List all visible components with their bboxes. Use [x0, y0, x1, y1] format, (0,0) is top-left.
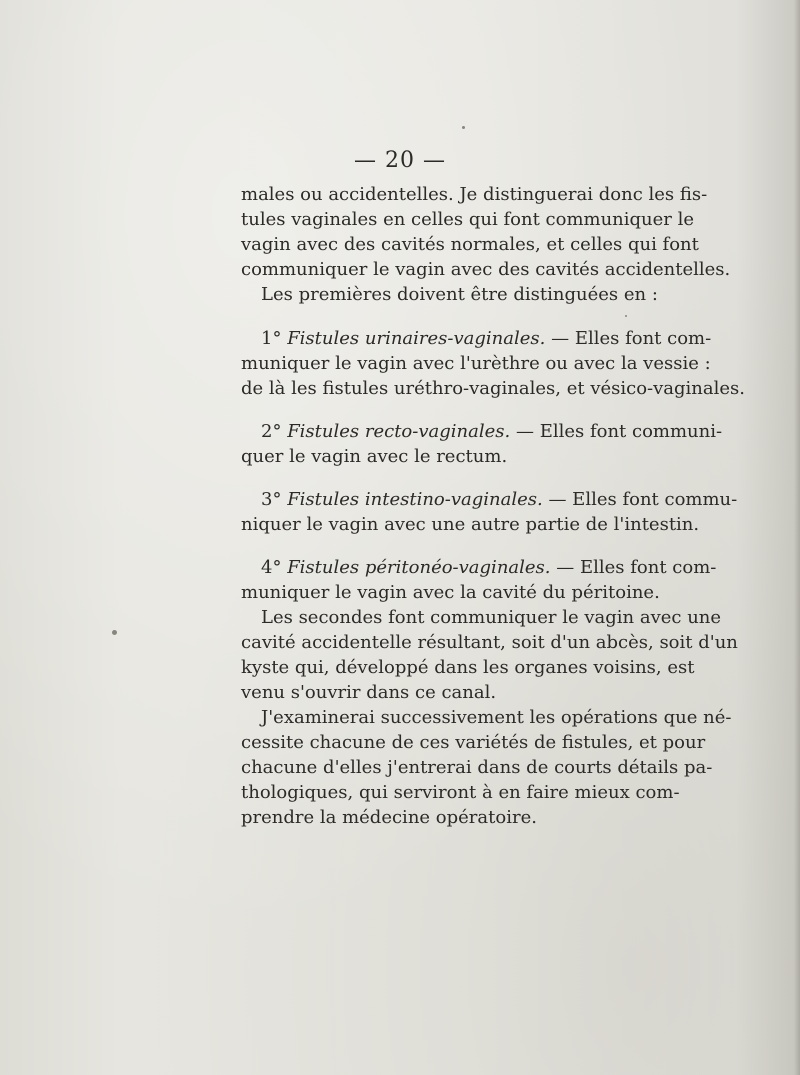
spacer	[241, 307, 653, 326]
list-item-number: 2°	[261, 421, 282, 442]
list-item-number: 3°	[261, 489, 282, 510]
list-item-lead: — Elles font communi-	[515, 421, 723, 442]
paragraph-2: Les premières doivent être distinguées en :	[261, 284, 658, 305]
text-line: niquer le vagin avec une autre partie de l'intestin.	[241, 514, 700, 535]
list-item-heading	[241, 419, 723, 444]
list-item-heading	[241, 326, 712, 351]
text-line: J'examinerai successivement les opérations que né-	[261, 707, 732, 728]
ink-speck	[112, 630, 117, 635]
list-item-title: Fistules urinaires-vaginales.	[287, 328, 546, 349]
text-line: males ou accidentelles. Je distinguerai donc les fis-	[241, 184, 708, 205]
text-line: quer le vagin avec le rectum.	[241, 446, 508, 467]
text-line: cessite chacune de ces variétés de fistules, et pour	[241, 732, 706, 753]
text-line: venu s'ouvrir dans ce canal.	[241, 682, 497, 703]
ink-speck	[462, 126, 465, 129]
list-item-4	[241, 555, 717, 605]
text-line: communiquer le vagin avec des cavités accidentelles.	[241, 259, 731, 280]
text-line: muniquer le vagin avec l'urèthre ou avec la vessie :	[241, 353, 711, 374]
list-item-3	[241, 487, 738, 537]
list-item-lead: — Elles font commu-	[548, 489, 738, 510]
list-item-number: 4°	[261, 557, 282, 578]
text-line: kyste qui, développé dans les organes voisins, est	[241, 657, 695, 678]
text-line: prendre la médecine opératoire.	[241, 807, 537, 828]
text-line: vagin avec des cavités normales, et celles qui font	[241, 234, 699, 255]
list-item-lead: — Elles font com-	[551, 328, 712, 349]
text-line: tules vaginales en celles qui font communiquer le	[241, 209, 695, 230]
body-text	[241, 182, 745, 830]
spacer	[241, 401, 653, 419]
text-line: muniquer le vagin avec la cavité du péritoine.	[241, 582, 660, 603]
list-item-title: Fistules intestino-vaginales.	[287, 489, 543, 510]
text-line: thologiques, qui serviront à en faire mieux com-	[241, 782, 680, 803]
list-item-heading	[241, 487, 738, 512]
list-item-lead: — Elles font com-	[556, 557, 717, 578]
list-item-number: 1°	[261, 328, 282, 349]
list-item-title: Fistules péritonéo-vaginales.	[287, 557, 551, 578]
list-item-heading	[241, 555, 717, 580]
text-line: chacune d'elles j'entrerai dans de courts détails pa-	[241, 757, 713, 778]
spacer	[241, 537, 653, 555]
paragraph-1	[241, 182, 731, 282]
text-line: cavité accidentelle résultant, soit d'un abcès, soit d'un	[241, 632, 738, 653]
paragraph-4	[241, 705, 732, 830]
list-item-2	[241, 419, 723, 469]
list-item-1	[241, 326, 745, 401]
spacer	[241, 469, 653, 487]
list-item-title: Fistules recto-vaginales.	[287, 421, 511, 442]
page-number: — 20 —	[354, 148, 446, 173]
text-line: de là les fistules uréthro-vaginales, et vésico-vaginales.	[241, 378, 745, 399]
text-line: Les secondes font communiquer le vagin avec une	[261, 607, 722, 628]
paragraph-3	[241, 605, 738, 705]
